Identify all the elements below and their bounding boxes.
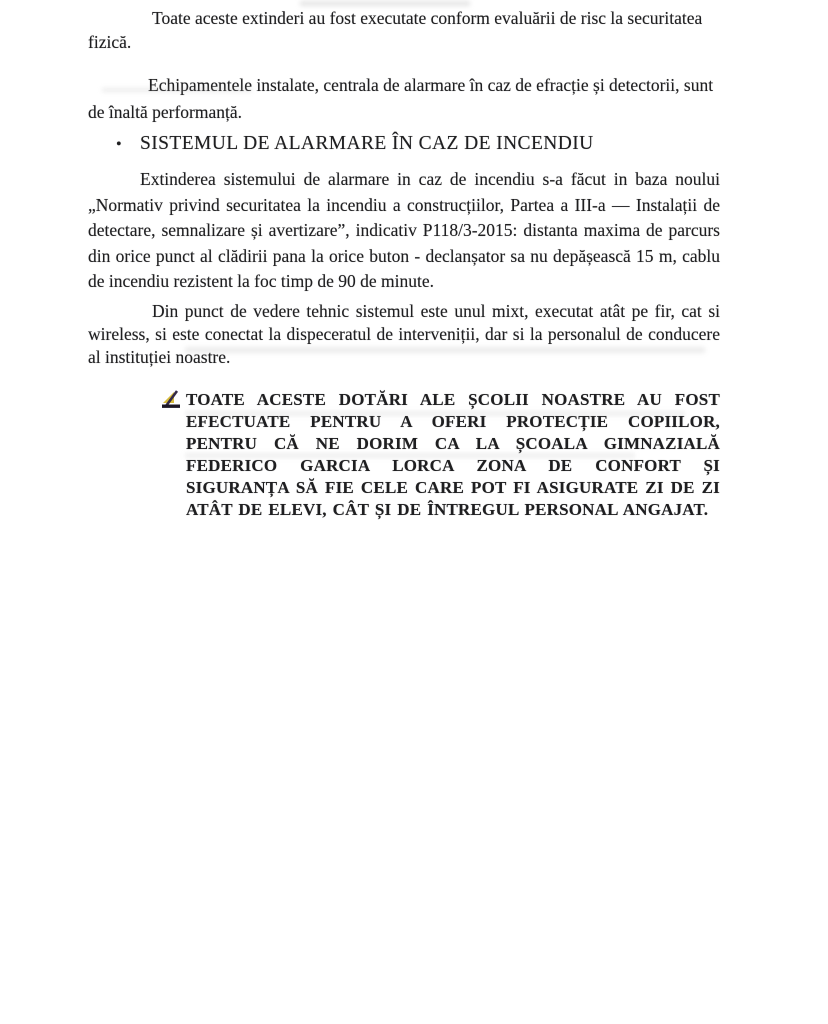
bullet-base-shape (162, 404, 180, 407)
paragraph-extinderi: Toate aceste extinderi au fost executate conform evaluării de risc la securitatea fizică. (88, 8, 703, 52)
paragraph-extinderea-sistemului: Extinderea sistemului de alarmare in caz de incendiu s-a făcut in baza noului „Normativ privind securitatea la incendiu a construcțiilor, Partea a III-a — Instalații de detectare, semnalizare și avertizare”, indicativ P118/3-2015: distanta maxima de parcurs din orice punct al clădirii pana la orice buton - declanșator sa nu depășească 15 m, cablu de incendiu rezistent la foc timp de 90 de minute. (88, 169, 720, 291)
emphasis-text: TOATE ACESTE DOTĂRI ALE ȘCOLII NOASTRE AU FOST EFECTUATE PENTRU A OFERI PROTECȚIE COPIILOR, PENTRU CĂ NE DORIM CA LA ȘCOALA GIMNAZIALĂ FEDERICO GARCIA LORCA ZONA DE CONFORT ȘI SIGURANȚA SĂ FIE CELE CARE POT FI ASIGURATE ZI DE ZI ATÂT DE ELEVI, CÂT ȘI DE ÎNTREGUL PERSONAL ANGAJAT. (186, 389, 720, 519)
paragraph-echipamente: Echipamentele instalate, centrala de alarmare în caz de efracție și detectorii, sunt de înaltă performanță. (88, 75, 714, 122)
paragraph-tehnic: Din punct de vedere tehnic sistemul este unul mixt, executat atât pe fir, cat si wireless, si este conectat la dispeceratul de interveniții, dar si la personalul de conducere al instituției noastre. (88, 300, 720, 367)
section-heading (116, 132, 720, 157)
section-heading-text: SISTEMUL DE ALARMARE ÎN CAZ DE INCENDIU (140, 133, 594, 154)
emphasis-block (160, 389, 720, 521)
bullet-dot-icon: • (116, 136, 123, 153)
flag-arrow-bullet-icon (160, 389, 182, 415)
